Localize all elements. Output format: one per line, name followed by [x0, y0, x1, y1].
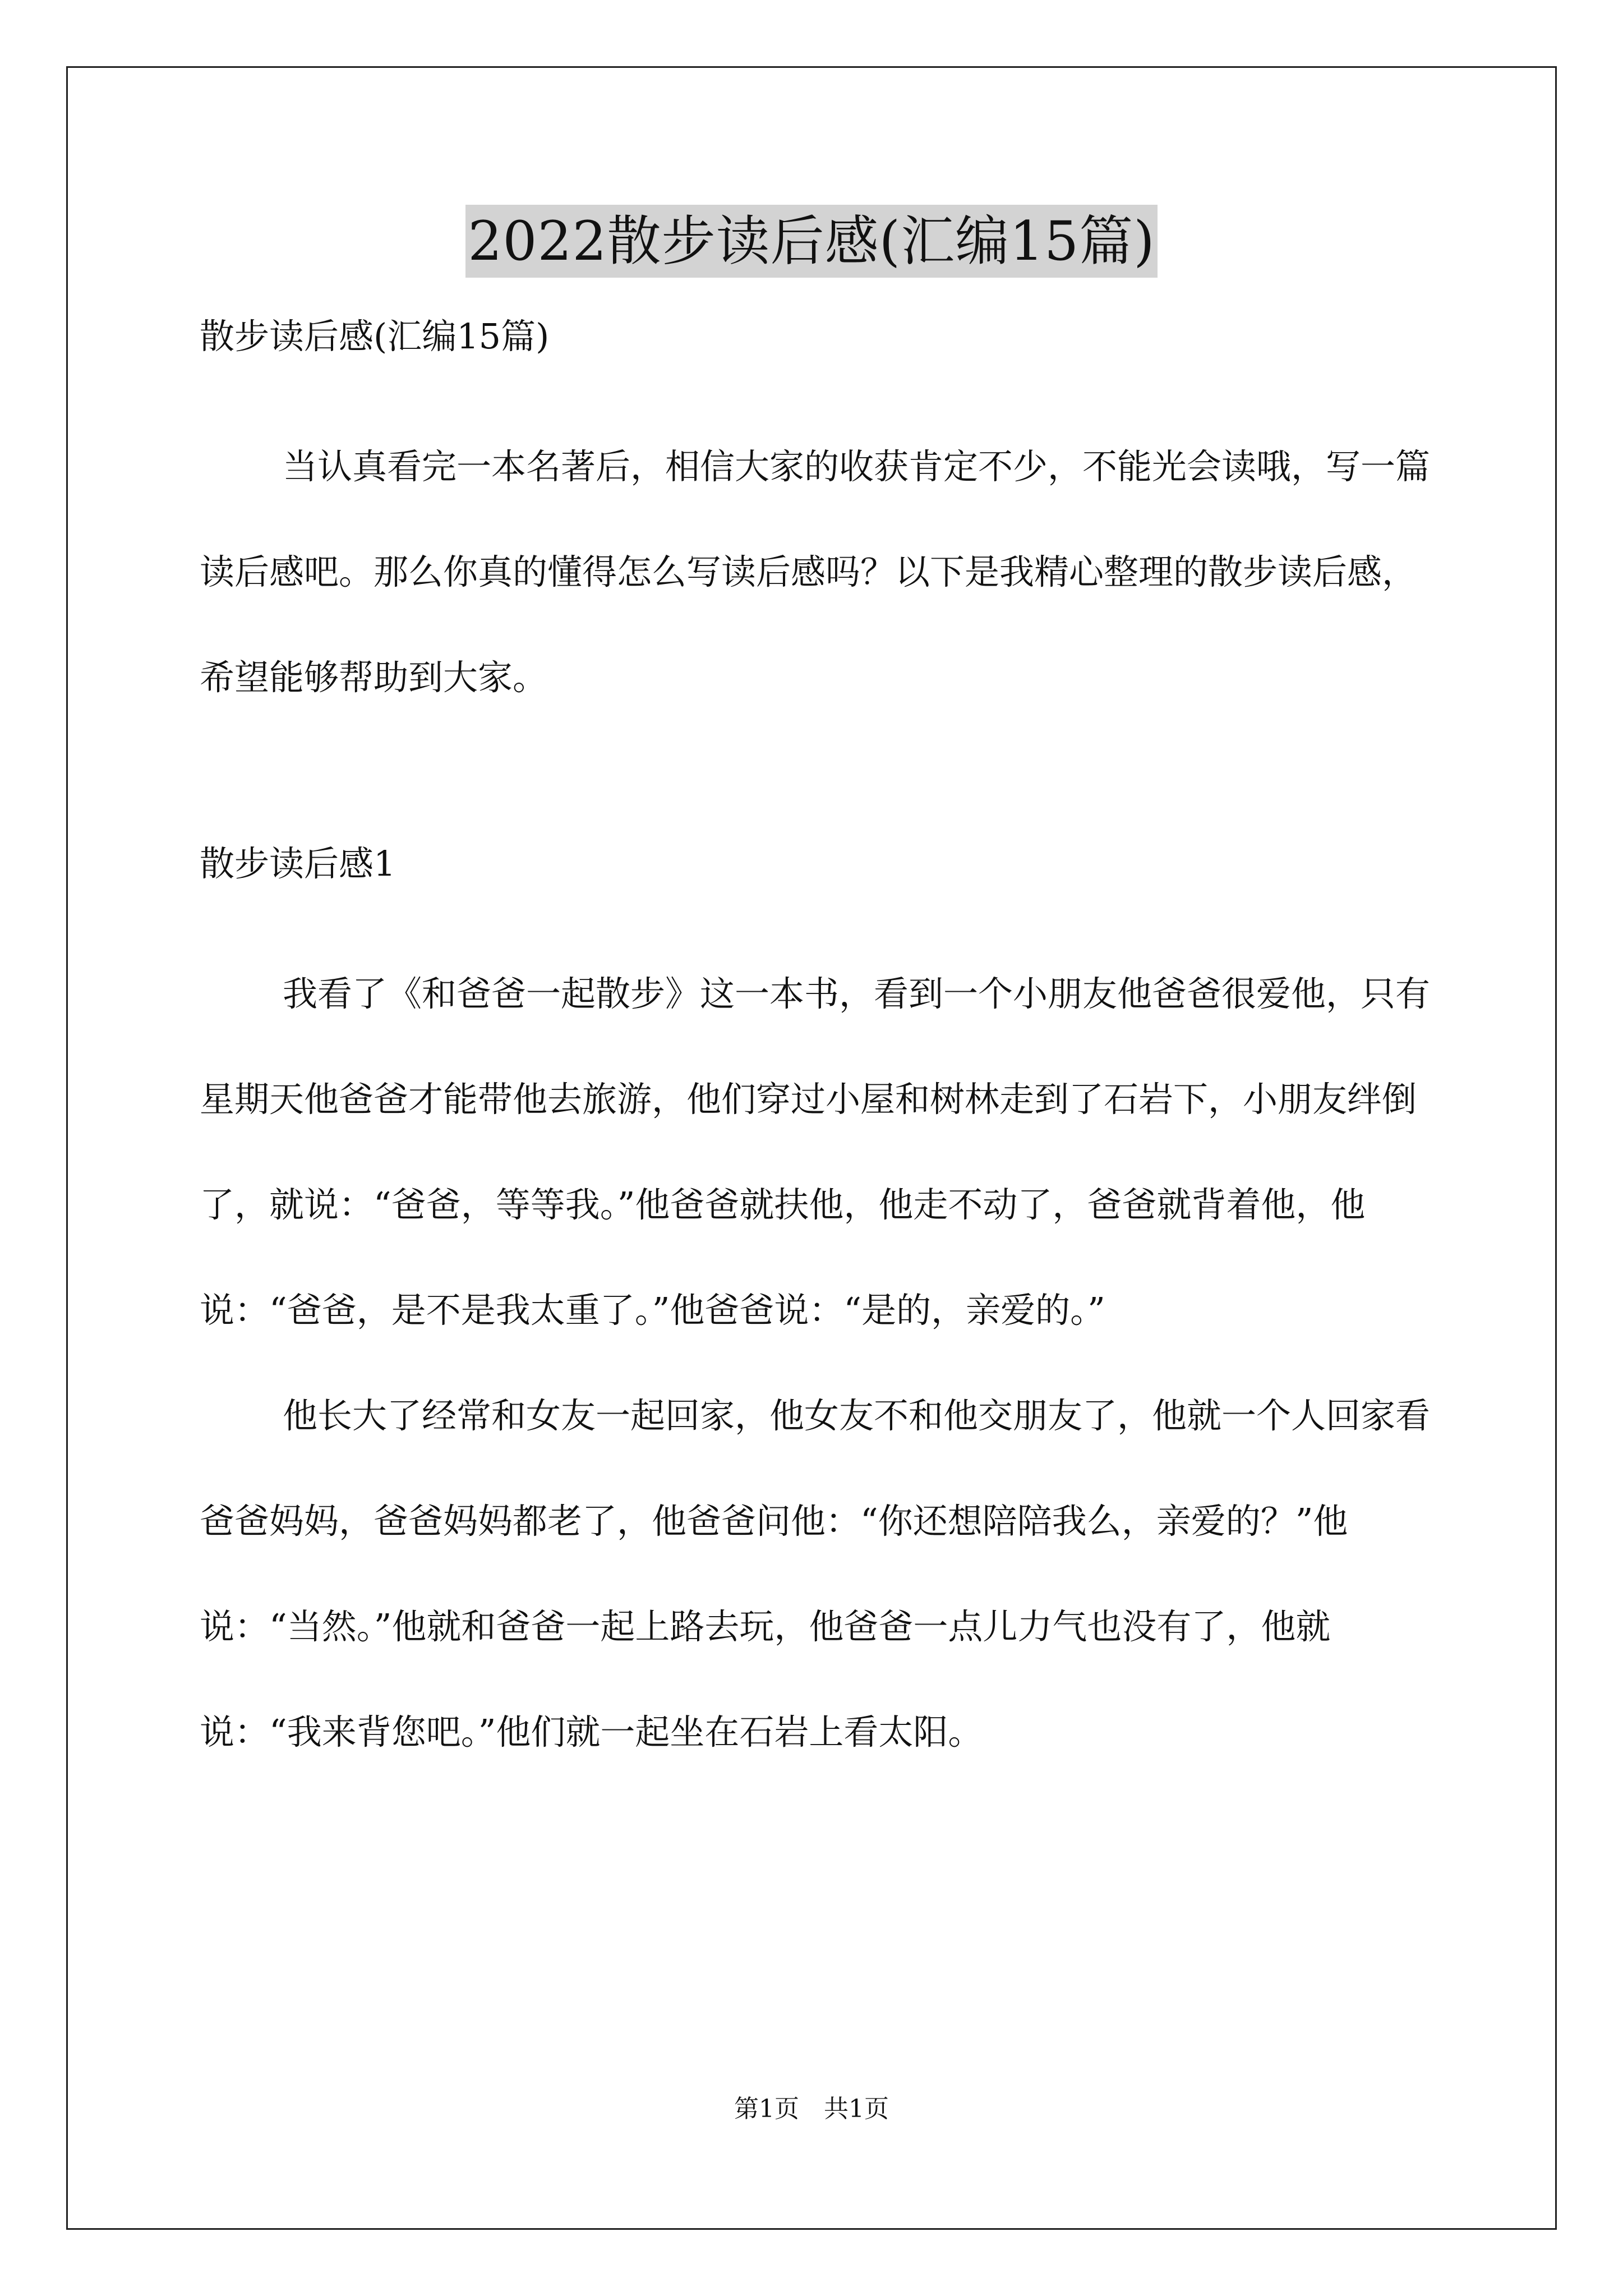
spacer	[200, 730, 1450, 836]
intro-paragraph: 当认真看完一本名著后，相信大家的收获肯定不少，不能光会读哦，写一篇读后感吧。那么你真的懂得怎么写读后感吗？以下是我精心整理的散步读后感，希望能够帮助到大家。	[200, 446, 1431, 698]
document-title: 2022散步读后感(汇编15篇)	[465, 205, 1157, 278]
spacer	[200, 892, 1450, 941]
page-footer: 第1页 共1页	[734, 2095, 889, 2123]
body-paragraph: 我看了《和爸爸一起散步》这一本书，看到一个小朋友他爸爸很爱他，只有星期天他爸爸才能带他去旅游，他们穿过小屋和树林走到了石岩下，小朋友绊倒了，就说：“爸爸，等等我。”他爸爸就扶他，他走不动了，爸爸就背着他，他说：“爸爸，是不是我太重了。”他爸爸说：“是的，亲爱的。”	[200, 973, 1431, 1331]
document-subtitle: 散步读后感(汇编15篇)	[200, 316, 550, 357]
title-container	[0, 205, 1623, 278]
section-heading: 散步读后感1	[200, 843, 396, 884]
document-body	[200, 309, 1450, 1785]
spacer	[200, 365, 1450, 414]
body-paragraph: 他长大了经常和女友一起回家，他女友不和他交朋友了，他就一个人回家看爸爸妈妈，爸爸妈妈都老了，他爸爸问他：“你还想陪陪我么，亲爱的？”他说：“当然。”他就和爸爸一起上路去玩，他爸爸一点儿力气也没有了，他就说：“我来背您吧。”他们就一起坐在石岩上看太阳。	[200, 1395, 1431, 1752]
